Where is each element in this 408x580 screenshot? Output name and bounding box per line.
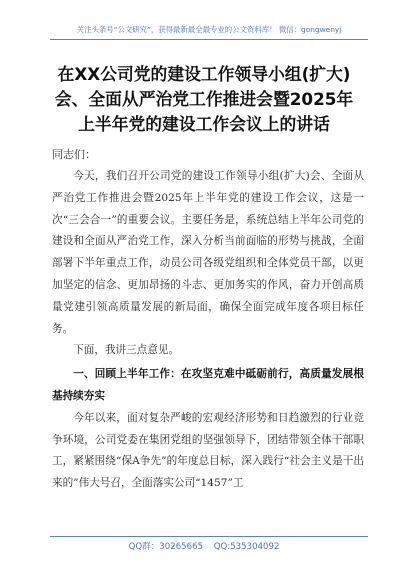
body-paragraph: 下面，我讲三点意见。: [73, 344, 180, 357]
salutation: 同志们：: [52, 148, 96, 161]
footer-divider: [50, 536, 368, 537]
footer-qq-group: QQ群：30265665: [128, 542, 204, 552]
footer-qq: QQ:535304092: [213, 542, 280, 552]
body-paragraph: 今天，我们召开公司党的建设工作领导小组(扩大)会、全面从严治党工作推进会暨2025年上半年党的建设工作会议，这是一次“三会合一”的重要会议。主要任务是，系统总结上半年公司党的建设和全面从严治党工作，深入分析当前面临的形势与挑战，全面部署下半年重点工作，动员公司各级党组织和全体党员干部，以更加坚定的信念、更加昂扬的斗志、更加务实的作风，奋力开创高质量党建引领高质量发展的新局面，确保全面完成年度各项目标任务。: [52, 170, 364, 335]
header-divider: [50, 39, 368, 40]
footer-contact: [0, 540, 408, 552]
section-heading: 一、回顾上半年工作：在攻坚克难中砥砺前行，高质量发展根基持续夯实: [52, 368, 364, 402]
body-paragraph: 今年以来，面对复杂严峻的宏观经济形势和日趋激烈的行业竞争环境，公司党委在集团党组的坚强领导下，团结带领全体干部职工，紧紧围绕“保A争先”的年度总目标，深入践行“社会主义是干出来的”伟大号召，全面落实公司“1457”工: [52, 411, 364, 490]
document-body: [52, 166, 364, 495]
header-promo-text: 关注头条号“公文研究”，获得最新最全最专业的公文资料库！ 微信：gongwenyj: [76, 25, 342, 34]
document-title: 在XX公司党的建设工作领导小组(扩大)会、全面从严治党工作推进会暨2025年上半年党的建设工作会议上的讲话: [54, 64, 354, 134]
